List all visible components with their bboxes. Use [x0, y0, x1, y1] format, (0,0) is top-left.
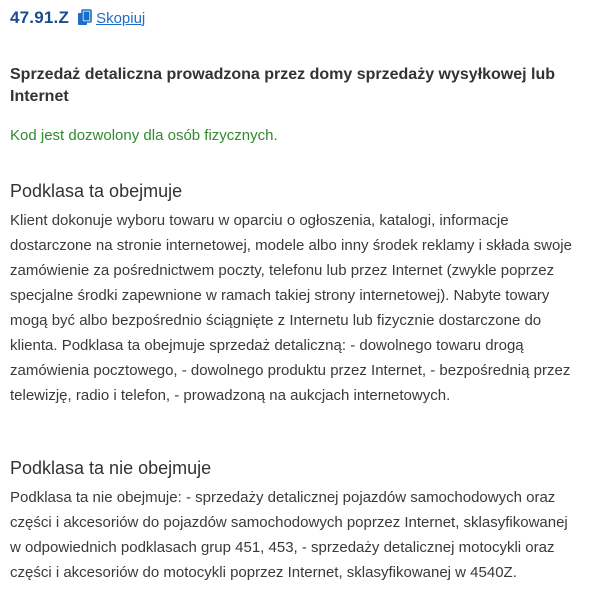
copy-icon — [77, 9, 93, 27]
allowed-note: Kod jest dozwolony dla osób fizycznych. — [10, 127, 278, 144]
code-row — [10, 6, 145, 30]
page-title: Sprzedaż detaliczna prowadzona przez domy sprzedaży wysyłkowej lub Internet — [10, 66, 556, 105]
copy-link[interactable]: Skopiuj — [96, 9, 146, 27]
includes-text: Klient dokonuje wyboru towaru w oparciu o ogłoszenia, katalogi, informacje dostarczone na stronie internetowej, modele albo inny środek reklamy i składa swoje zamówienie za pośrednictwem poczty, telefonu lub przez Internet (zwykle poprzez specjalne środki zapewnione w ramach takiej strony internetowej). Nabyte towary mogą być albo bezpośrednio ściągnięte z Internetu lub fizycznie dostarczone do klienta. Podklasa ta obejmuje sprzedaż detaliczną: - dowolnego towaru drogą zamówienia pocztowego, - dowolnego produktu przez Internet, - bezpośrednią przez telewizję, radio i telefon, - prowadzoną na aukcjach internetowych. — [10, 212, 572, 404]
pkd-code: 47.91.Z — [10, 8, 70, 27]
excludes-text: Podklasa ta nie obejmuje: - sprzedaży detalicznej pojazdów samochodowych oraz części i akcesoriów do pojazdów samochodowych poprzez Internet, sklasyfikowanej w odpowiednich podklasach grup 451, 453, - sprzedaży detalicznej motocykli oraz części i akcesoriów do motocykli poprzez Internet, sklasyfikowanej w 4540Z. — [10, 489, 568, 581]
includes-heading: Podklasa ta obejmuje — [10, 181, 183, 201]
copy-button[interactable] — [77, 9, 145, 27]
excludes-heading: Podklasa ta nie obejmuje — [10, 458, 212, 478]
